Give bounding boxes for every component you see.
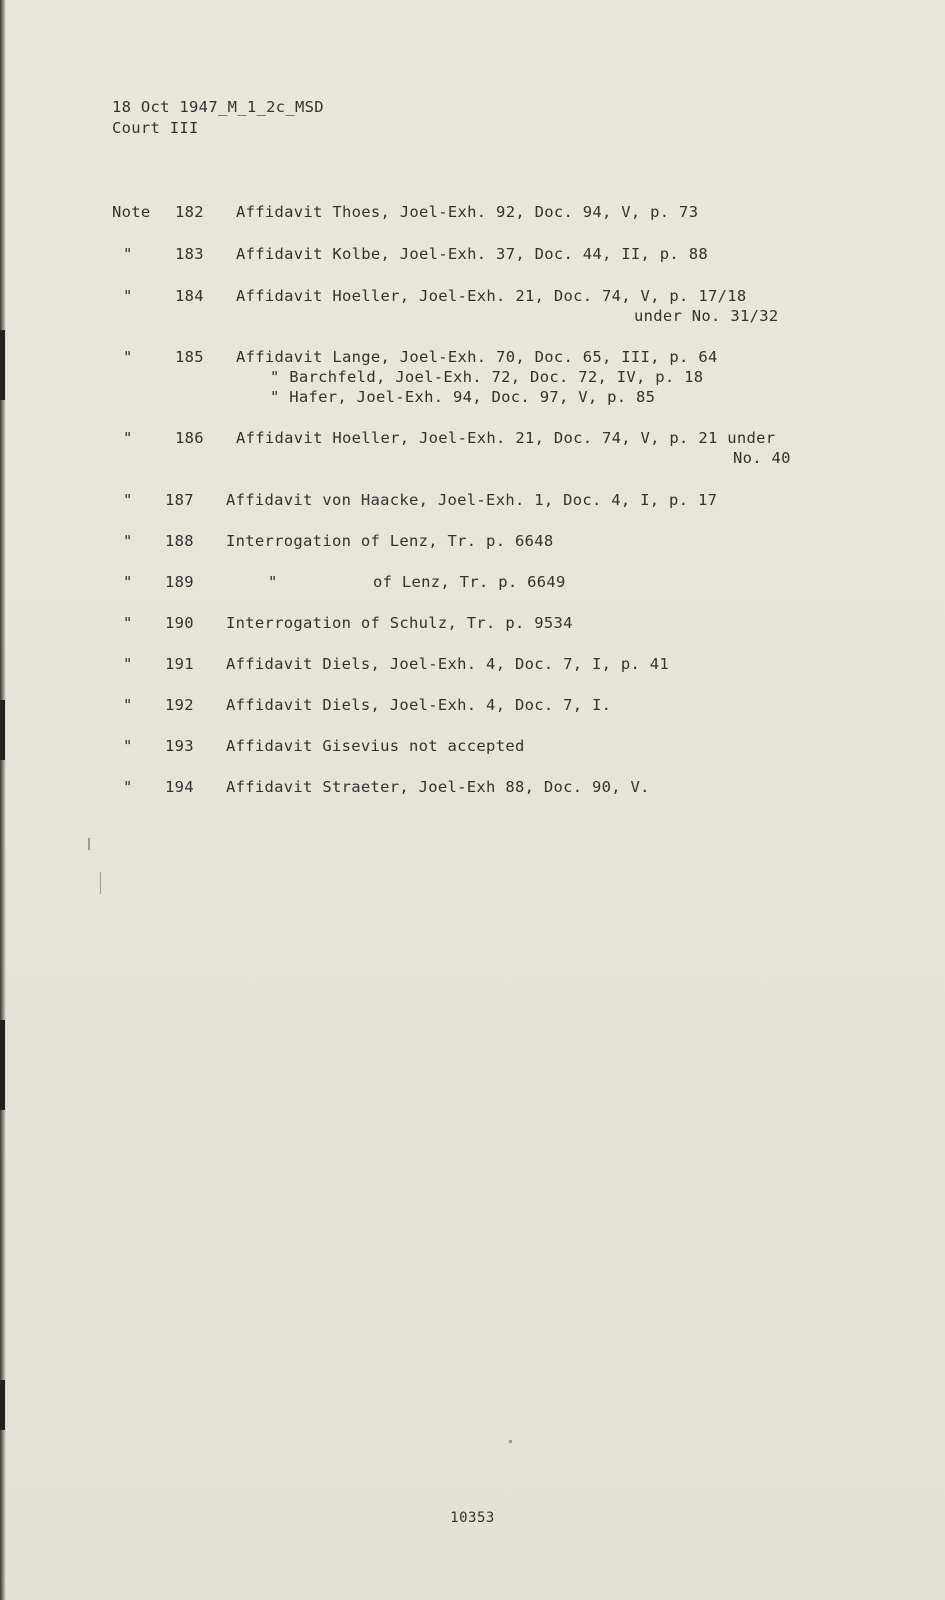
header-date-code: 18 Oct 1947_M_1_2c_MSD [112,98,324,116]
paper-speck [100,872,101,894]
binding-mark [0,330,5,400]
ditto-mark: " [123,245,133,263]
ditto-mark: " [123,429,133,447]
note-number: 182 [175,203,204,221]
note-number: 194 [165,778,194,796]
ditto-mark: " [123,287,133,305]
note-number: 183 [175,245,204,263]
note-number: 192 [165,696,194,714]
note-text: Affidavit Hoeller, Joel-Exh. 21, Doc. 74, V, p. 21 under [236,429,776,447]
note-text: Affidavit Lange, Joel-Exh. 70, Doc. 65, III, p. 64 [236,348,718,366]
paper-speck [509,1440,512,1443]
note-mark: Note [112,203,151,221]
note-number: 185 [175,348,204,366]
ditto-mark: " [123,778,133,796]
note-text: Affidavit Straeter, Joel-Exh 88, Doc. 90, V. [226,778,650,796]
ditto-mark: " [123,573,133,591]
ditto-mark: " [123,532,133,550]
note-number: 186 [175,429,204,447]
note-text: Interrogation of Schulz, Tr. p. 9534 [226,614,573,632]
note-text: Interrogation of Lenz, Tr. p. 6648 [226,532,554,550]
note-text: Affidavit Diels, Joel-Exh. 4, Doc. 7, I, p. 41 [226,655,670,673]
note-text: Affidavit Thoes, Joel-Exh. 92, Doc. 94, V, p. 73 [236,203,699,221]
note-number: 184 [175,287,204,305]
note-number: 191 [165,655,194,673]
ditto-mark: " [123,737,133,755]
note-text: Affidavit Gisevius not accepted [226,737,525,755]
note-number: 190 [165,614,194,632]
note-text-continuation: under No. 31/32 [634,307,779,325]
note-number: 188 [165,532,194,550]
binding-mark [0,1020,5,1110]
paper-speck [88,838,90,850]
ditto-mark: " [123,696,133,714]
page-number: 10353 [450,1510,495,1526]
note-text: Affidavit Hoeller, Joel-Exh. 21, Doc. 74, V, p. 17/18 [236,287,747,305]
note-number: 187 [165,491,194,509]
note-text: of Lenz, Tr. p. 6649 [373,573,566,591]
note-number: 189 [165,573,194,591]
ditto-mark: " [123,655,133,673]
ditto-mark: " [123,614,133,632]
ditto-mark-inline: " [268,573,278,591]
header-court: Court III [112,119,199,137]
note-text-continuation: No. 40 [733,449,791,467]
binding-mark [0,1380,5,1430]
note-number: 193 [165,737,194,755]
ditto-mark: " [123,491,133,509]
note-text-continuation: " Barchfeld, Joel-Exh. 72, Doc. 72, IV, p. 18 [270,368,704,386]
ditto-mark: " [123,348,133,366]
note-text-continuation: " Hafer, Joel-Exh. 94, Doc. 97, V, p. 85 [270,388,656,406]
binding-mark [0,700,5,760]
binding-edge [0,0,6,1600]
note-text: Affidavit Kolbe, Joel-Exh. 37, Doc. 44, II, p. 88 [236,245,708,263]
note-text: Affidavit von Haacke, Joel-Exh. 1, Doc. 4, I, p. 17 [226,491,718,509]
note-text: Affidavit Diels, Joel-Exh. 4, Doc. 7, I. [226,696,612,714]
